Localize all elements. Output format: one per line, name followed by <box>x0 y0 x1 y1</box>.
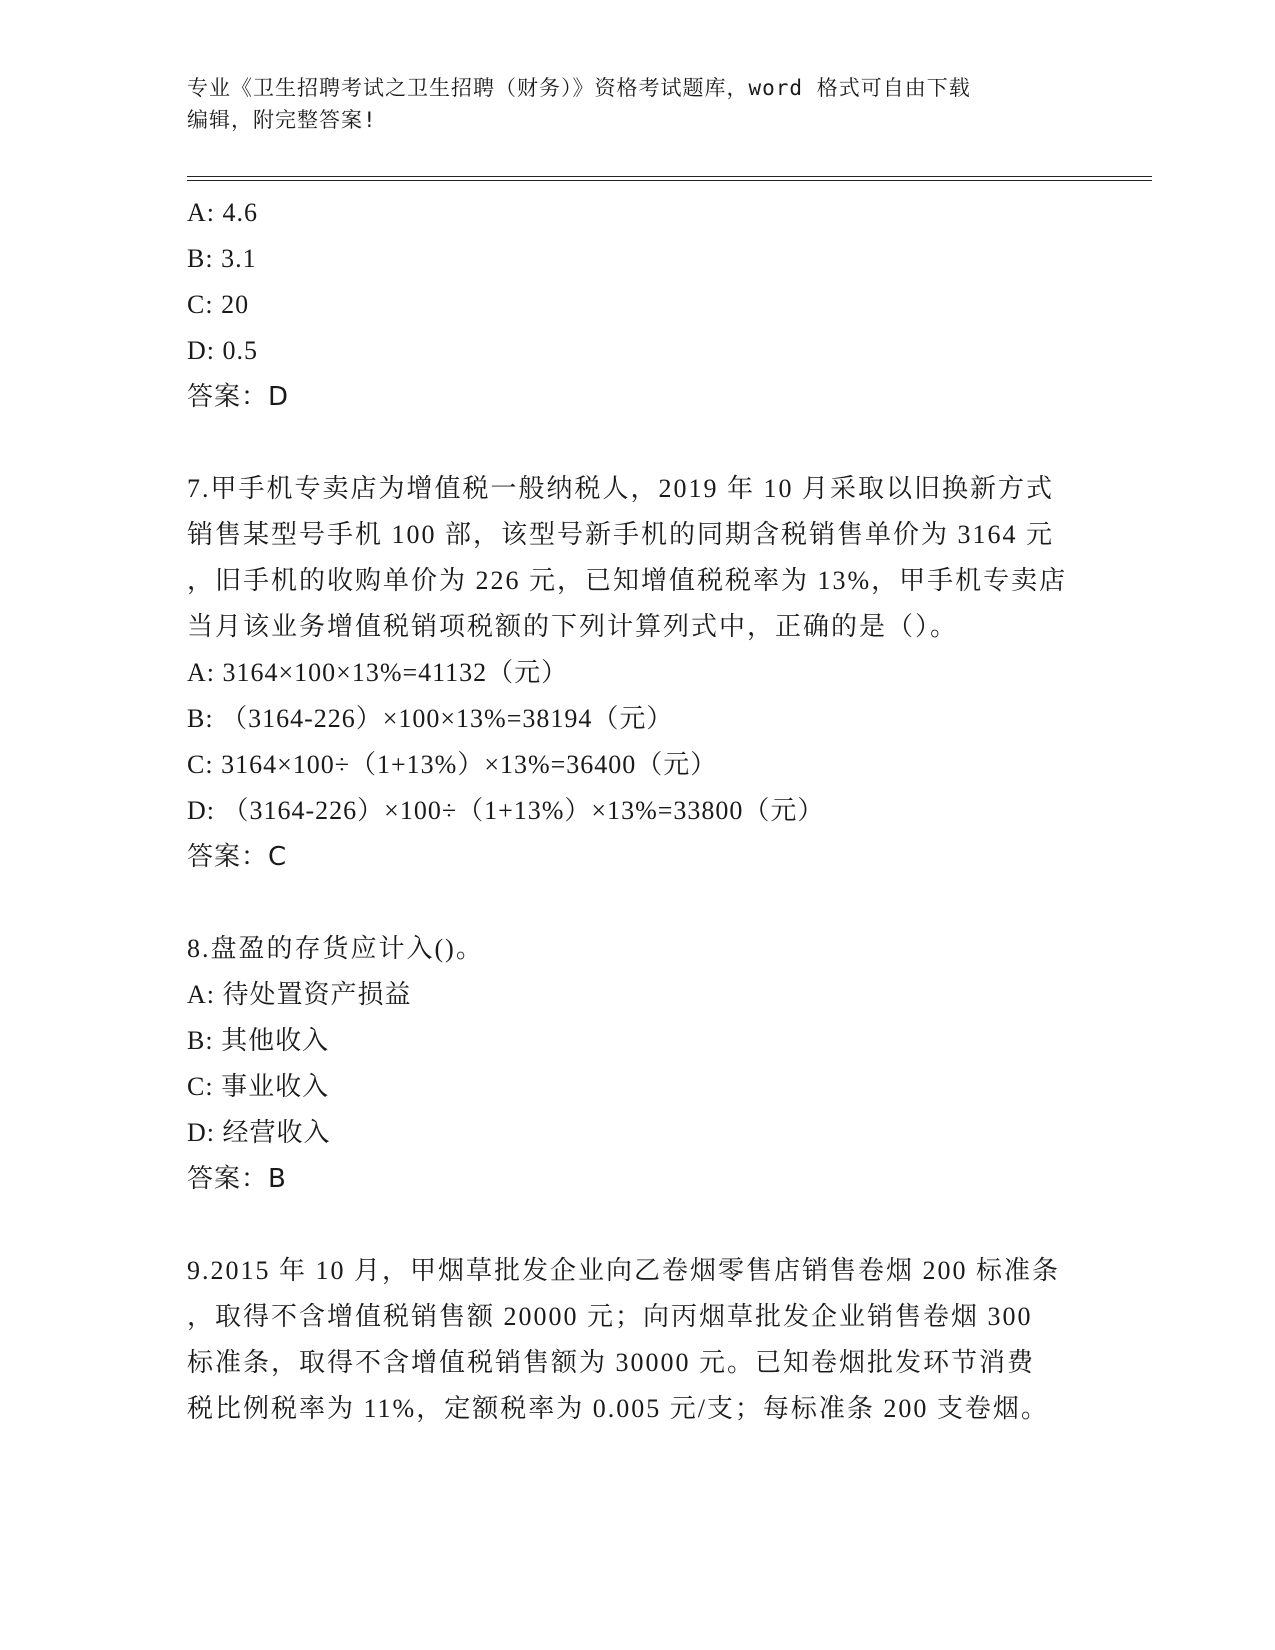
q7-stem-line-4: 当月该业务增值税销项税额的下列计算列式中，正确的是（）。 <box>187 612 959 641</box>
q6-option-a: A: 4.6 <box>187 198 258 227</box>
q8-option-d: D: 经营收入 <box>187 1118 331 1147</box>
q7-option-d: D: （3164-226）×100÷（1+13%）×13%=33800（元） <box>187 796 825 825</box>
q7-answer: 答案：C <box>187 842 288 872</box>
q8-stem-line-1: 8.盘盈的存货应计入()。 <box>187 934 484 963</box>
q7-stem-line-2: 销售某型号手机 100 部，该型号新手机的同期含税销售单价为 3164 元 <box>187 520 1055 549</box>
question-7-block <box>187 466 1087 880</box>
page-header <box>187 72 1067 136</box>
header-divider-bottom <box>187 180 1152 181</box>
q8-option-a: A: 待处置资产损益 <box>187 980 412 1009</box>
q8-option-c: C: 事业收入 <box>187 1072 330 1101</box>
spacer <box>187 420 1087 466</box>
q6-option-c: C: 20 <box>187 290 250 319</box>
header-line-2: 编辑，附完整答案! <box>187 108 377 132</box>
q7-stem-line-1: 7.甲手机专卖店为增值税一般纳税人，2019 年 10 月采取以旧换新方式 <box>187 474 1055 503</box>
question-content <box>187 190 1087 1432</box>
header-line-1: 专业《卫生招聘考试之卫生招聘（财务）》资格考试题库，word 格式可自由下载 <box>187 76 971 100</box>
spacer <box>187 880 1087 926</box>
q7-option-a: A: 3164×100×13%=41132（元） <box>187 658 569 687</box>
q9-stem-line-3: 标准条，取得不含增值税销售额为 30000 元。已知卷烟批发环节消费 <box>187 1348 1036 1377</box>
q9-stem-line-1: 9.2015 年 10 月，甲烟草批发企业向乙卷烟零售店销售卷烟 200 标准条 <box>187 1256 1061 1285</box>
q6-answer: 答案：D <box>187 382 290 412</box>
q6-option-d: D: 0.5 <box>187 336 258 365</box>
q7-stem-line-3: ，旧手机的收购单价为 226 元，已知增值税税率为 13%，甲手机专卖店 <box>187 566 1068 595</box>
q6-option-b: B: 3.1 <box>187 244 257 273</box>
q7-option-b: B: （3164-226）×100×13%=38194（元） <box>187 704 674 733</box>
question-8-block <box>187 926 1087 1202</box>
question-9-block <box>187 1248 1087 1432</box>
q9-stem-line-2: ，取得不含增值税销售额 20000 元；向丙烟草批发企业销售卷烟 300 <box>187 1302 1033 1331</box>
q9-stem-line-4: 税比例税率为 11%，定额税率为 0.005 元/支；每标准条 200 支卷烟。 <box>187 1394 1049 1423</box>
q8-option-b: B: 其他收入 <box>187 1026 330 1055</box>
question-6-block <box>187 190 1087 420</box>
q8-answer: 答案：B <box>187 1164 287 1194</box>
spacer <box>187 1202 1087 1248</box>
header-divider-top <box>187 176 1152 177</box>
q7-option-c: C: 3164×100÷（1+13%）×13%=36400（元） <box>187 750 718 779</box>
